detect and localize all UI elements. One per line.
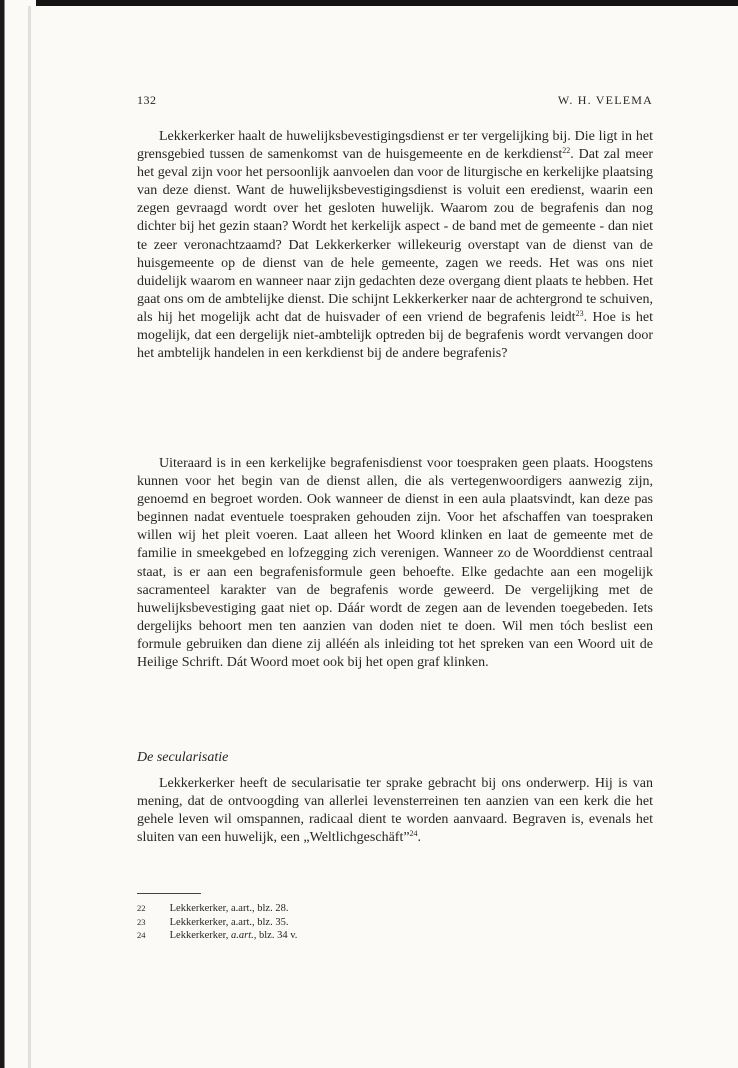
paragraph-segment: . — [417, 830, 422, 846]
footnote-page: blz. 34 v. — [259, 930, 298, 941]
paragraph-segment: Lekkerkerker heeft de secularisatie ter sprake gebracht bij ons onderwerp. Hij is van mening, dat de ontvoogding van allerlei levensterreinen ten aanzien van een kerk die het gehele leven wil omspannen, radicaal dient te worden aanvaard. Begraven is, evenals het sluiten van een huwelijk, een „Weltlichgeschäft” — [137, 776, 653, 846]
paragraph-segment: . Hoe is het mogelijk, dat een dergelijk niet-ambtelijk optreden bij de begrafenis wordt vervangen door het ambtelijk handelen in een kerkdienst bij de andere begrafenis? — [137, 309, 654, 362]
scan-top-edge — [0, 0, 738, 6]
footnote-page: blz. 35. — [257, 916, 289, 928]
paragraph-segment: Lekkerkerker haalt de huwelijksbevestigingsdienst er ter vergelijking bij. Die ligt in het grensgebied tussen de samenkomst van de huisgemeente en de kerkdienst — [137, 129, 653, 163]
footnote-ref-22[interactable]: 22 — [562, 146, 571, 156]
footnote-ref: a.art., — [231, 903, 255, 914]
footnote-author: Lekkerkerker, — [169, 930, 229, 941]
scan-gutter-shadow — [28, 6, 31, 1068]
body-paragraph-2 — [137, 455, 653, 672]
paragraph-text: Uiteraard is in een kerkelijke begrafenisdienst voor toespraken geen plaats. Hoogstens kunnen voor het begin van de dienst allen, die als vertegenwoordigers aanwezig zijn, genoemd en begroet worden. Ook wanneer de dienst in een aula plaatsvindt, kan deze pas beginnen nadat eventuele toespraken gehouden zijn. Voor het afschaffen van toespraken willen wij het pleit voeren. Laat alleen het Woord klinken en laat de gemeente met de familie in smeekgebed en lofzegging zich verenigen. Wanneer zo de Woorddienst centraal staat, is er aan een begrafenisformule geen behoefte. Elke gedachte aan een mogelijk sacramenteel karakter van de begrafenis worde geweerd. De vergelijking met de huwelijksbevestiging gaat niet op. Dáár wordt de zegen aan de levenden toegebeden. Iets dergelijks behoort men ten aanzien van doden niet te doen. Wil men tóch beslist een formule gebruiken dan diene zij alléén als inleiding tot het spreken van een Woord uit de Heilige Schrift. Dát Woord moet ook bij het open graf klinken. — [137, 456, 653, 671]
section-heading: De secularisatie — [137, 750, 229, 765]
paragraph-text — [137, 128, 653, 363]
footnote-ref: a.art., — [231, 916, 255, 928]
footnote-number: 24 — [137, 930, 146, 940]
page-number: 132 — [137, 93, 157, 107]
footnote-author: Lekkerkerker, — [169, 916, 229, 928]
footnotes — [137, 902, 537, 943]
footnote-ref-24[interactable]: 24 — [409, 829, 418, 839]
footnote-page: blz. 28. — [257, 903, 289, 914]
footnote — [137, 902, 537, 916]
footnote-separator — [137, 893, 201, 894]
footnote-number: 23 — [137, 916, 146, 927]
body-paragraph-1 — [137, 128, 653, 363]
footnote-number: 22 — [137, 903, 146, 913]
footnote — [137, 929, 537, 943]
footnote-author: Lekkerkerker, — [169, 903, 229, 914]
footnote — [137, 916, 537, 930]
body-paragraph-3 — [137, 775, 653, 847]
paragraph-text — [137, 775, 653, 847]
running-header — [137, 93, 653, 109]
footnote-ref: a.art., — [231, 930, 257, 941]
paragraph-segment: . Dat zal meer het geval zijn voor het persoonlijk aanvoelen dan voor de liturgische en kerkelijke plaatsing van deze dienst. Want de huwelijksbevestigingsdienst is voluit een eredienst, waarin een zegen gevraagd wordt over het gesloten huwelijk. Waarom zou de begrafenis dan nog dichter bij het gezin staan? Wordt het kerkelijk aspect - de band met de gemeente - dan niet te zeer veronachtzaamd? Dat Lekkerkerker willekeurig overstapt van de dienst van de huisgemeente op de dienst van de hele gemeente, zagen we reeds. Het was ons niet duidelijk waarom en wanneer naar zijn gedachten deze overgang dient plaats te hebben. Het gaat ons om de ambtelijke dienst. Die schijnt Lekkerkerker naar de achtergrond te schuiven, als hij het mogelijk acht dat de huisvader of een vriend de begrafenis leidt — [137, 147, 653, 325]
footnote-ref-23[interactable]: 23 — [575, 308, 584, 318]
running-head-author: W. H. VELEMA — [557, 93, 653, 107]
